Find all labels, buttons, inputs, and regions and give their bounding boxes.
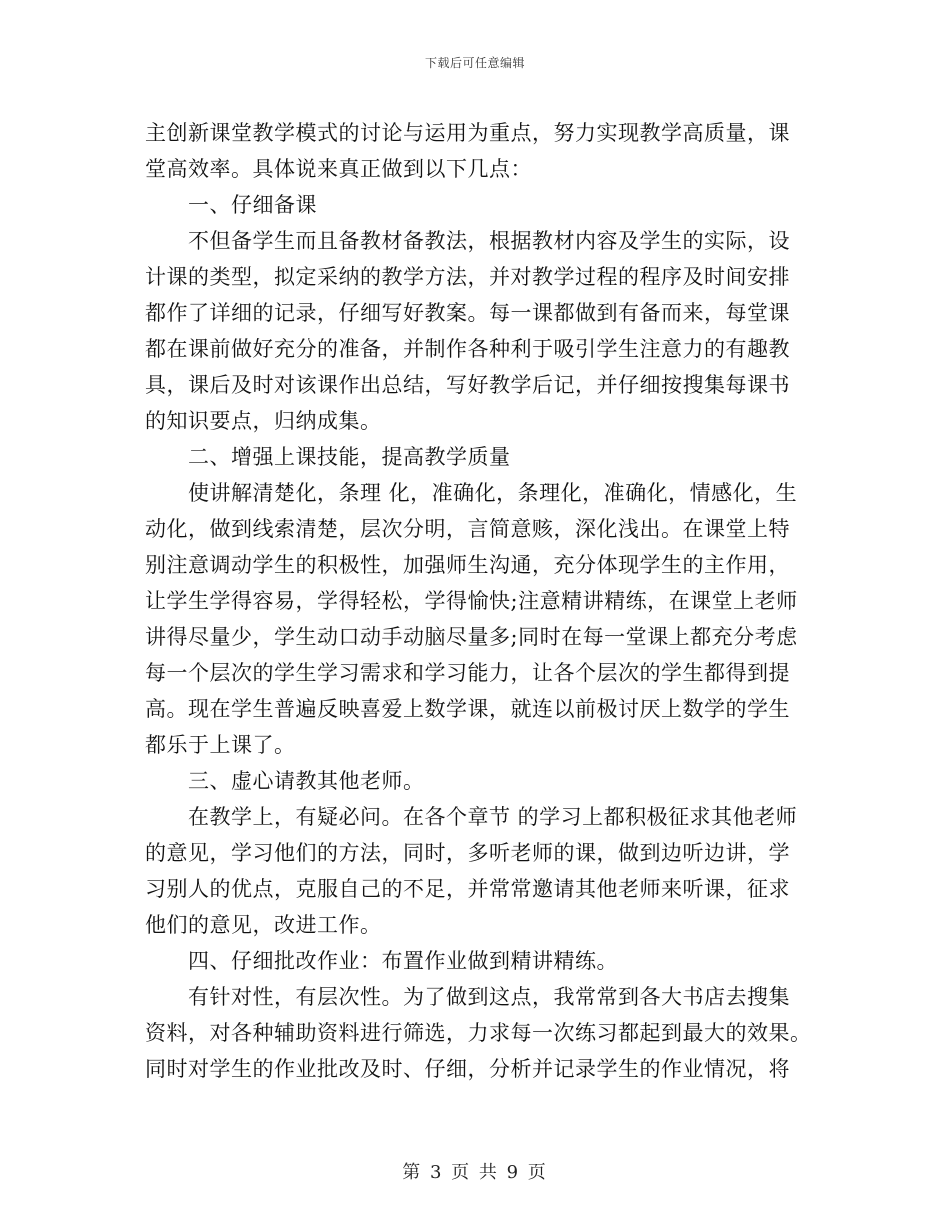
text-line: 都作了详细的记录，仔细写好教案。每一课都做到有备而来，每堂课 [145,301,790,325]
text-line: 不但备学生而且备教材备教法，根据教材内容及学生的实际，设 [188,229,790,253]
text-line: 有针对性，有层次性。为了做到这点，我常常到各大书店去搜集 [188,985,790,1009]
text-line: 他们的意见，改进工作。 [145,913,382,937]
text-line: 具，课后及时对该课作出总结，写好教学后记，并仔细按搜集每课书 [145,373,790,397]
text-line: 四、仔细批改作业：布置作业做到精讲精练。 [188,949,618,973]
text-line: 二、增强上课技能，提高教学质量 [188,445,511,469]
text-line: 讲得尽量少，学生动口动手动脑尽量多;同时在每一堂课上都充分考虑 [145,625,798,649]
text-line: 让学生学得容易，学得轻松，学得愉快;注意精讲精练，在课堂上老师 [145,589,798,613]
page-header: 下载后可任意编辑 [424,56,525,70]
page-footer: 第 3 页 共 9 页 [402,1162,548,1183]
text-line: 计课的类型，拟定采纳的教学方法，并对教学过程的程序及时间安排 [145,265,790,289]
text-line: 一、仔细备课 [188,193,317,217]
text-line: 每一个层次的学生学习需求和学习能力，让各个层次的学生都得到提 [145,661,790,685]
text-line: 使讲解清楚化，条理 化，准确化，条理化，准确化，情感化，生 [188,481,798,505]
text-line: 三、虚心请教其他老师。 [188,769,425,793]
text-line: 习别人的优点，克服自己的不足，并常常邀请其他老师来听课，征求 [145,877,790,901]
text-line: 同时对学生的作业批改及时、仔细，分析并记录学生的作业情况，将 [145,1057,790,1081]
text-line: 都在课前做好充分的准备，并制作各种利于吸引学生注意力的有趣教 [145,337,790,361]
text-line: 别注意调动学生的积极性，加强师生沟通，充分体现学生的主作用， [145,553,790,577]
text-line: 动化，做到线索清楚，层次分明，言简意赅，深化浅出。在课堂上特 [145,517,790,541]
document-body [145,115,812,1087]
text-line: 资料，对各种辅助资料进行筛选，力求每一次练习都起到最大的效果。 [145,1021,812,1045]
text-line: 都乐于上课了。 [145,733,296,757]
text-line: 的意见，学习他们的方法，同时，多听老师的课，做到边听边讲，学 [145,841,790,865]
text-line: 在教学上，有疑必问。在各个章节 的学习上都积极征求其他老师 [188,805,798,829]
text-line: 的知识要点，归纳成集。 [145,409,382,433]
text-line: 高。现在学生普遍反映喜爱上数学课，就连以前极讨厌上数学的学生 [145,697,790,721]
text-line: 堂高效率。具体说来真正做到以下几点： [145,157,532,181]
text-line: 主创新课堂教学模式的讨论与运用为重点，努力实现教学高质量，课 [145,121,790,145]
